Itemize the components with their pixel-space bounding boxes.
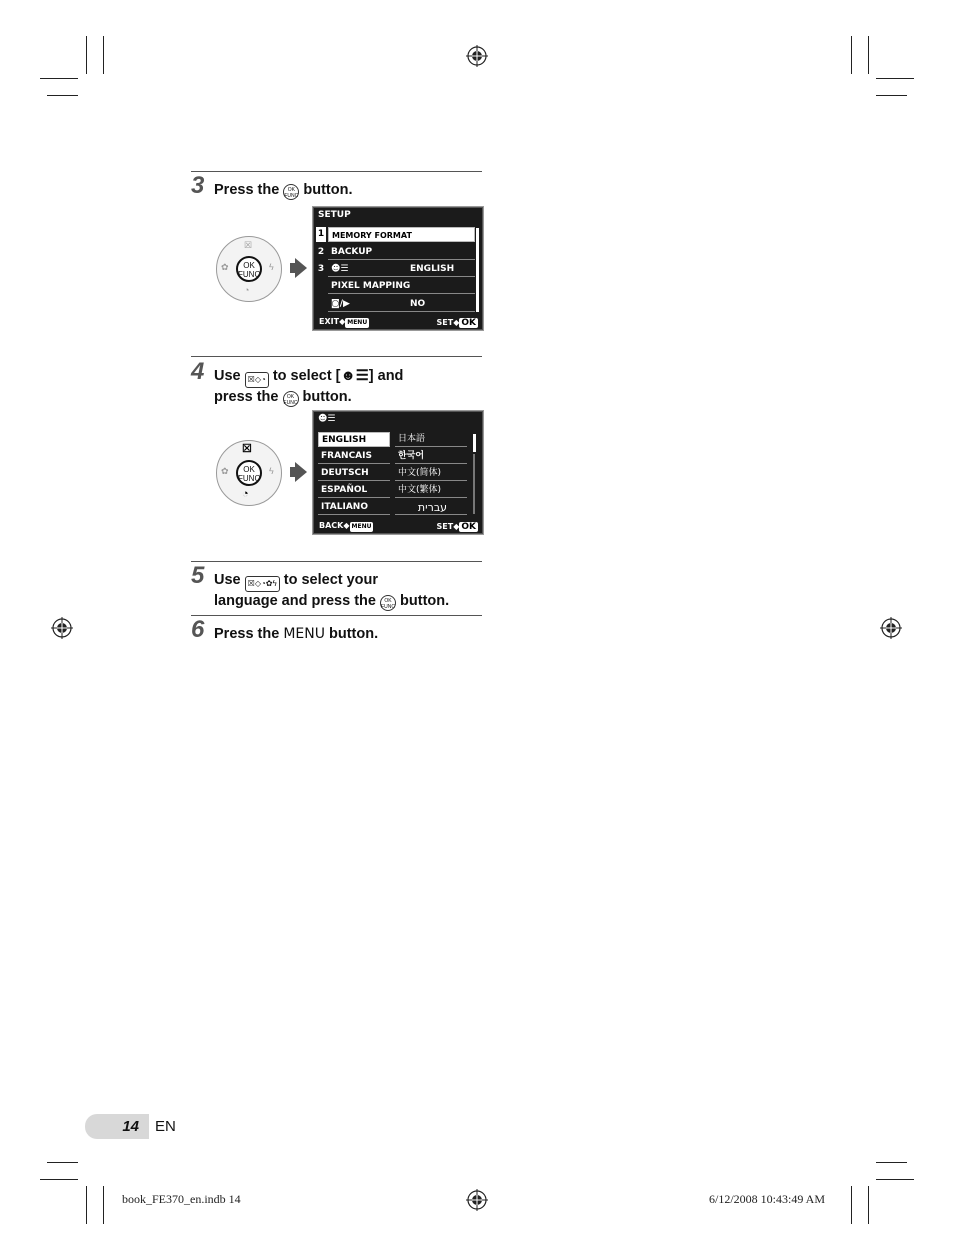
step-divider xyxy=(191,171,482,172)
setup-header: SETUP xyxy=(318,210,351,220)
print-timestamp: 6/12/2008 10:43:49 AM xyxy=(709,1192,826,1206)
crop-mark xyxy=(876,95,907,96)
print-file-name: book_FE370_en.indb 14 xyxy=(122,1192,241,1206)
footer-label: EXIT xyxy=(319,317,340,326)
step-text: button. xyxy=(298,389,352,405)
func-label: FUNC xyxy=(283,400,298,406)
arrow-right-icon xyxy=(295,258,307,278)
ok-label: OK xyxy=(287,187,295,193)
menu-button-label: MENU xyxy=(283,626,325,642)
menu-item-language[interactable] xyxy=(328,262,475,277)
footer-exit: EXIT◆ MENU xyxy=(319,317,368,326)
crop-mark xyxy=(851,1186,852,1224)
step-text: ] and xyxy=(368,368,404,384)
scrollbar-track xyxy=(473,454,475,514)
setup-screen xyxy=(313,207,483,330)
ok-key-icon: OK xyxy=(461,522,476,532)
func-label: FUNC xyxy=(238,270,261,279)
crop-mark xyxy=(876,78,914,79)
registration-mark-icon xyxy=(880,617,902,639)
camera-playback-icon: ◙/▶ xyxy=(331,299,350,309)
ok-func-button[interactable] xyxy=(236,460,262,486)
crop-mark xyxy=(868,36,869,74)
scrollbar[interactable] xyxy=(473,434,476,452)
menu-item-value: ENGLISH xyxy=(410,264,455,274)
footer-back: BACK◆ MENU xyxy=(319,521,372,530)
footer-label: SET xyxy=(436,522,454,531)
arrow-right-icon xyxy=(295,462,307,482)
four-way-arrows-icon: ☒◇◔✿ϟ xyxy=(245,576,280,592)
language-option[interactable]: 中文(繁体) xyxy=(395,483,467,498)
scrollbar[interactable] xyxy=(476,228,479,312)
step-text: Press the xyxy=(214,182,284,198)
crop-mark xyxy=(40,1179,78,1180)
language-option[interactable]: 日本語 xyxy=(395,432,467,447)
macro-icon: ✿ xyxy=(221,262,229,272)
language-option[interactable]: ITALIANO xyxy=(318,500,390,515)
crop-mark xyxy=(103,36,104,74)
registration-mark-icon xyxy=(51,617,73,639)
self-timer-icon: ◔ xyxy=(244,285,250,295)
menu-item-pixel-mapping[interactable] xyxy=(328,279,475,294)
step-text: to select your xyxy=(279,572,379,588)
step-text: button. xyxy=(299,182,353,198)
ok-func-button-icon xyxy=(380,595,396,611)
footer-label: BACK xyxy=(319,521,344,530)
step-text: button. xyxy=(324,626,379,642)
crop-mark xyxy=(851,36,852,74)
language-screen xyxy=(313,411,483,534)
ok-label: OK xyxy=(243,261,255,270)
step-divider xyxy=(191,561,482,562)
menu-item-camera-playback[interactable] xyxy=(328,297,475,312)
ok-key-icon: OK xyxy=(461,318,476,328)
step-3-number: 3 xyxy=(191,172,205,199)
language-option[interactable]: 한국어 xyxy=(395,449,467,464)
language-icon: ☻☰ xyxy=(331,264,349,274)
step-5-number: 5 xyxy=(191,562,205,589)
step-4-instruction xyxy=(214,367,484,407)
crop-mark xyxy=(86,36,87,74)
language-option[interactable]: עברית xyxy=(395,500,467,515)
exposure-icon[interactable]: ☒ xyxy=(242,443,252,455)
crop-mark xyxy=(103,1186,104,1224)
crop-mark xyxy=(47,1162,78,1163)
control-dial xyxy=(216,440,282,506)
menu-item-value: NO xyxy=(410,299,426,309)
menu-key-icon: MENU xyxy=(347,319,368,326)
registration-mark-icon xyxy=(466,45,488,67)
crop-mark xyxy=(40,78,78,79)
flash-icon: ϟ xyxy=(269,466,274,476)
language-option[interactable]: DEUTSCH xyxy=(318,466,390,481)
step-6-instruction xyxy=(214,625,484,643)
step-text: press the xyxy=(214,389,283,405)
step-4-number: 4 xyxy=(191,358,205,385)
language-option[interactable]: 中文(简体) xyxy=(395,466,467,481)
language-option[interactable]: FRANCAIS xyxy=(318,449,390,464)
crop-mark xyxy=(876,1179,914,1180)
flash-icon: ϟ xyxy=(269,262,274,272)
func-label: FUNC xyxy=(381,604,395,610)
menu-item-memory-format[interactable] xyxy=(328,227,475,242)
page-language: EN xyxy=(155,1118,176,1135)
setup-tab-3[interactable]: 3 xyxy=(317,264,325,274)
footer-label: SET xyxy=(436,318,454,327)
step-3-instruction xyxy=(214,181,484,200)
step-6-number: 6 xyxy=(191,616,205,643)
registration-mark-icon xyxy=(466,1189,488,1211)
ok-func-button[interactable] xyxy=(236,256,262,282)
footer-set: SET◆ OK xyxy=(436,318,476,328)
control-dial xyxy=(216,236,282,302)
step-divider xyxy=(191,615,482,616)
step-text: language and press the xyxy=(214,593,380,609)
func-label: FUNC xyxy=(284,193,299,199)
setup-tab-2[interactable]: 2 xyxy=(317,247,325,257)
page-number-tab xyxy=(85,1114,149,1139)
crop-mark xyxy=(86,1186,87,1224)
menu-item-label: PIXEL MAPPING xyxy=(331,281,411,291)
setup-tab-1[interactable]: 1 xyxy=(316,227,326,242)
crop-mark xyxy=(47,95,78,96)
crop-mark xyxy=(876,1162,907,1163)
ok-label: OK xyxy=(286,394,295,400)
menu-item-backup[interactable] xyxy=(328,245,475,260)
step-5-instruction xyxy=(214,571,484,611)
language-screen-header-icon: ☻☰ xyxy=(318,414,336,424)
step-text: Press the xyxy=(214,626,284,642)
ok-func-button-icon xyxy=(283,391,299,407)
language-option[interactable]: ESPAÑOL xyxy=(318,483,390,498)
step-text: Use xyxy=(214,572,245,588)
language-icon: ☻☰ xyxy=(340,368,369,384)
ok-label: OK xyxy=(384,598,392,604)
up-down-arrows-icon: ☒◇◔ xyxy=(245,372,269,388)
exposure-icon: ☒ xyxy=(244,240,253,250)
menu-item-label: BACKUP xyxy=(331,247,373,257)
menu-item-label: MEMORY FORMAT xyxy=(332,231,412,240)
step-divider xyxy=(191,356,482,357)
ok-label: OK xyxy=(243,465,255,474)
page-number: 14 xyxy=(122,1118,139,1135)
crop-mark xyxy=(868,1186,869,1224)
func-label: FUNC xyxy=(238,474,261,483)
footer-set: SET◆ OK xyxy=(436,522,476,532)
macro-icon: ✿ xyxy=(221,466,229,476)
step-text: to select [ xyxy=(268,368,341,384)
step-text: button. xyxy=(396,593,450,609)
menu-key-icon: MENU xyxy=(351,523,372,530)
self-timer-icon[interactable]: ◔ xyxy=(242,488,249,500)
step-text: Use xyxy=(214,368,245,384)
ok-func-button-icon xyxy=(283,184,299,200)
language-option[interactable]: ENGLISH xyxy=(318,432,390,447)
